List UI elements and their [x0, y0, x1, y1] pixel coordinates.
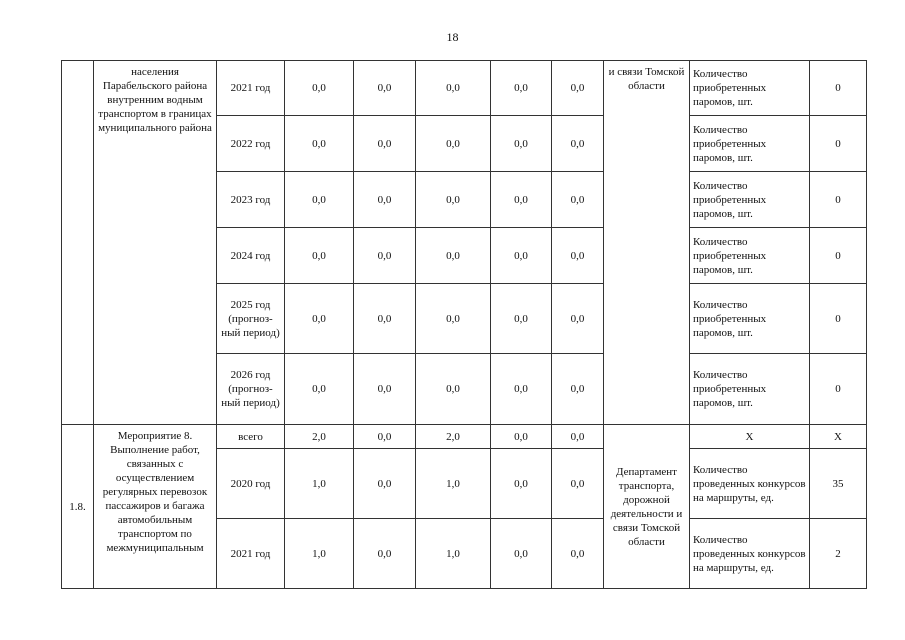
year-cell: 2026 год (прогноз-ный период) — [217, 354, 285, 425]
value-cell: 0,0 — [491, 425, 552, 449]
indicator-value-cell: 0 — [810, 284, 867, 354]
year-cell: 2024 год — [217, 228, 285, 284]
value-cell: 1,0 — [416, 449, 491, 519]
row-number-cell — [62, 61, 94, 425]
year-cell: 2022 год — [217, 116, 285, 172]
executor-cell: и связи Томской области — [604, 61, 690, 425]
value-cell: 0,0 — [416, 61, 491, 116]
indicator-value-cell: 0 — [810, 61, 867, 116]
executor-cell: Департамент транспорта, дорожной деятельности и связи Томской области — [604, 425, 690, 589]
program-table — [61, 60, 867, 589]
value-cell: 0,0 — [491, 116, 552, 172]
year-cell: всего — [217, 425, 285, 449]
table-row — [62, 425, 867, 449]
indicator-value-cell: 0 — [810, 228, 867, 284]
value-cell: 0,0 — [285, 284, 354, 354]
year-cell: 2021 год — [217, 61, 285, 116]
indicator-value-cell: 0 — [810, 116, 867, 172]
value-cell: 1,0 — [285, 449, 354, 519]
value-cell: 0,0 — [416, 284, 491, 354]
value-cell: 0,0 — [552, 284, 604, 354]
value-cell: 0,0 — [354, 354, 416, 425]
indicator-cell: Количество приобретенных паромов, шт. — [690, 172, 810, 228]
value-cell: 0,0 — [416, 172, 491, 228]
table-row — [62, 61, 867, 116]
value-cell: 0,0 — [285, 116, 354, 172]
value-cell: 2,0 — [416, 425, 491, 449]
indicator-cell: Количество приобретенных паромов, шт. — [690, 354, 810, 425]
value-cell: 0,0 — [491, 519, 552, 589]
indicator-cell: Количество приобретенных паромов, шт. — [690, 228, 810, 284]
value-cell: 0,0 — [491, 61, 552, 116]
indicator-cell: Количество приобретенных паромов, шт. — [690, 61, 810, 116]
indicator-value-cell: 2 — [810, 519, 867, 589]
value-cell: 0,0 — [552, 425, 604, 449]
value-cell: 0,0 — [491, 172, 552, 228]
indicator-cell: Количество проведенных конкурсов на маршруты, ед. — [690, 519, 810, 589]
value-cell: 0,0 — [354, 228, 416, 284]
value-cell: 0,0 — [416, 116, 491, 172]
value-cell: 0,0 — [285, 354, 354, 425]
indicator-cell: Х — [690, 425, 810, 449]
page-number: 18 — [446, 30, 459, 44]
year-cell: 2023 год — [217, 172, 285, 228]
activity-description: населения Парабельского района внутренним водным транспортом в границах муниципального района — [94, 61, 217, 425]
value-cell: 0,0 — [354, 449, 416, 519]
value-cell: 0,0 — [354, 61, 416, 116]
indicator-value-cell: 0 — [810, 354, 867, 425]
indicator-value-cell: 0 — [810, 172, 867, 228]
indicator-value-cell: 35 — [810, 449, 867, 519]
value-cell: 0,0 — [354, 116, 416, 172]
value-cell: 0,0 — [552, 228, 604, 284]
value-cell: 0,0 — [354, 172, 416, 228]
value-cell: 0,0 — [552, 61, 604, 116]
value-cell: 0,0 — [491, 228, 552, 284]
value-cell: 1,0 — [416, 519, 491, 589]
value-cell: 0,0 — [552, 519, 604, 589]
year-cell: 2025 год (прогноз-ный период) — [217, 284, 285, 354]
value-cell: 0,0 — [491, 284, 552, 354]
value-cell: 0,0 — [285, 172, 354, 228]
indicator-cell: Количество приобретенных паромов, шт. — [690, 116, 810, 172]
value-cell: 0,0 — [354, 284, 416, 354]
value-cell: 0,0 — [552, 354, 604, 425]
value-cell: 0,0 — [416, 228, 491, 284]
value-cell: 0,0 — [354, 519, 416, 589]
activity-description: Мероприятие 8. Выполнение работ, связанных с осуществлением регулярных перевозок пассажиров и багажа автомобильным транспортом по межмуниципальным — [94, 425, 217, 589]
year-cell: 2020 год — [217, 449, 285, 519]
value-cell: 1,0 — [285, 519, 354, 589]
year-cell: 2021 год — [217, 519, 285, 589]
indicator-value-cell: Х — [810, 425, 867, 449]
value-cell: 0,0 — [285, 61, 354, 116]
value-cell: 2,0 — [285, 425, 354, 449]
value-cell: 0,0 — [552, 172, 604, 228]
value-cell: 0,0 — [552, 116, 604, 172]
value-cell: 0,0 — [285, 228, 354, 284]
indicator-cell: Количество проведенных конкурсов на маршруты, ед. — [690, 449, 810, 519]
indicator-cell: Количество приобретенных паромов, шт. — [690, 284, 810, 354]
value-cell: 0,0 — [416, 354, 491, 425]
value-cell: 0,0 — [552, 449, 604, 519]
value-cell: 0,0 — [491, 354, 552, 425]
value-cell: 0,0 — [354, 425, 416, 449]
row-number-cell: 1.8. — [62, 425, 94, 589]
value-cell: 0,0 — [491, 449, 552, 519]
